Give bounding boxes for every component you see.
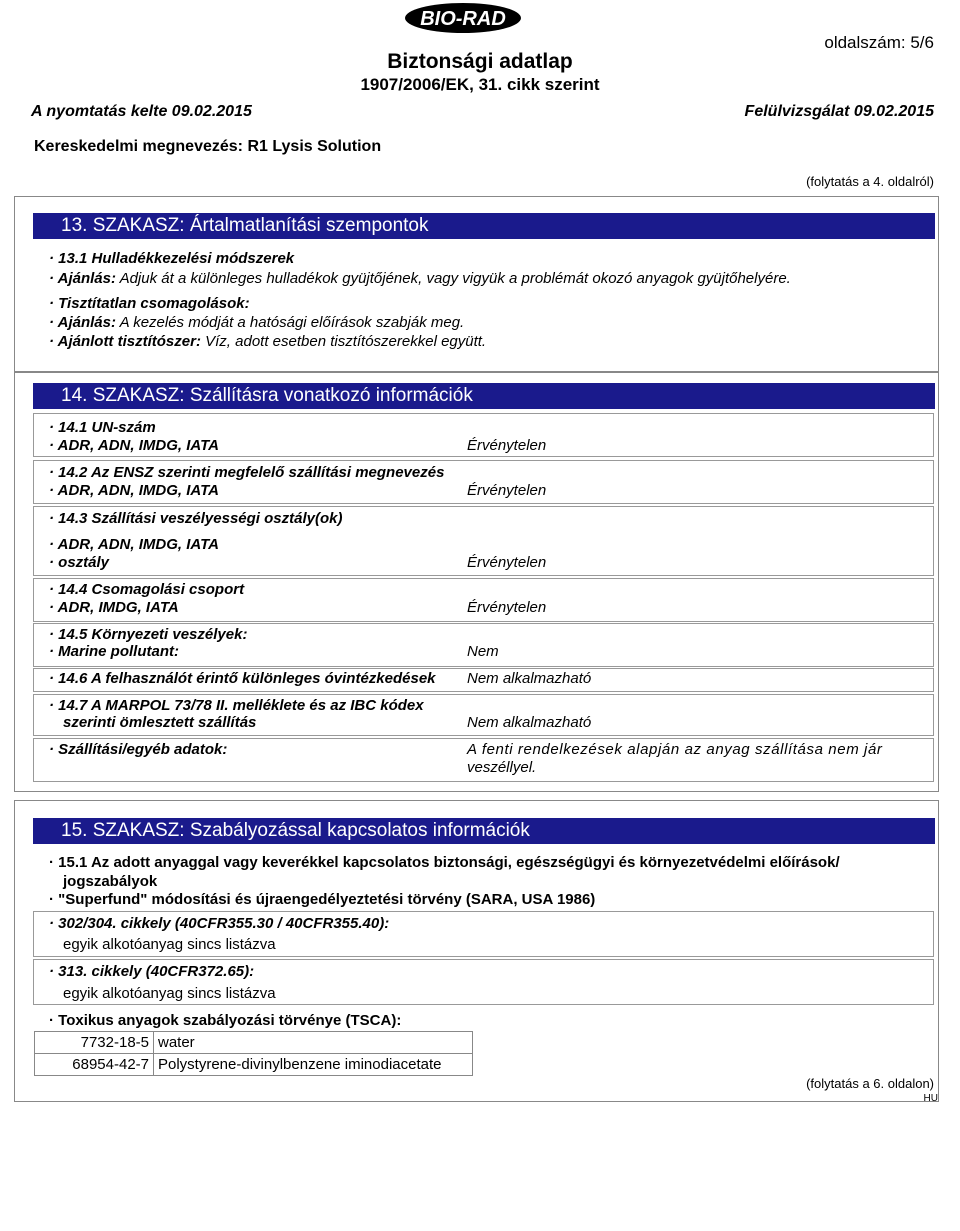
s14-other-label: · Szállítási/egyéb adatok:	[49, 741, 228, 758]
s15-302-value: egyik alkotóanyag sincs listázva	[63, 936, 276, 953]
s14-2-label: · ADR, ADN, IMDG, IATA	[49, 482, 219, 499]
substance-name: Polystyrene-divinylbenzene iminodiacetate	[154, 1054, 473, 1076]
s14-3-class-label: · osztály	[49, 554, 110, 571]
cas-number: 7732-18-5	[35, 1032, 154, 1054]
s14-6-value: Nem alkalmazható	[467, 670, 592, 687]
s14-5-heading: · 14.5 Környezeti veszélyek:	[49, 626, 248, 643]
document-title: Biztonsági adatlap	[387, 50, 573, 73]
s14-3-heading: · 14.3 Szállítási veszélyességi osztály(ok)	[49, 510, 343, 527]
s14-7-heading: · 14.7 A MARPOL 73/78 II. melléklete és az IBC kódex	[49, 697, 424, 714]
s15-1-heading-cont: jogszabályok	[63, 873, 158, 890]
s13-recommendation: · Ajánlás: Adjuk át a különleges hulladékok gyüjtőjének, vagy vigyük a problémát okozó anyagok gyüjtőhelyére.	[49, 270, 791, 287]
trade-name: Kereskedelmi megnevezés: R1 Lysis Solution	[34, 138, 382, 155]
s14-other-value: A fenti rendelkezések alapján az anyag szállítása nem jár	[467, 741, 883, 758]
s15-313-value: egyik alkotóanyag sincs listázva	[63, 985, 276, 1002]
bio-rad-logo	[404, 2, 522, 34]
substance-name: water	[154, 1032, 473, 1054]
page-number: oldalszám: 5/6	[824, 33, 934, 52]
s14-7-heading-cont: szerinti ömlesztett szállítás	[63, 714, 257, 731]
section-14-title: 14. SZAKASZ: Szállításra vonatkozó információk	[33, 383, 935, 409]
s14-7-value: Nem alkalmazható	[467, 714, 592, 731]
section-13-box	[14, 196, 939, 372]
s14-6-heading: · 14.6 A felhasználót érintő különleges óvintézkedések	[49, 670, 436, 687]
s14-2-heading: · 14.2 Az ENSZ szerinti megfelelő szállítási megnevezés	[49, 464, 445, 481]
revision-date: Felülvizsgálat 09.02.2015	[744, 103, 934, 120]
s14-4-value: Érvénytelen	[467, 599, 547, 616]
table-row	[35, 1054, 473, 1076]
cas-number: 68954-42-7	[35, 1054, 154, 1076]
s15-313-heading: · 313. cikkely (40CFR372.65):	[49, 963, 255, 980]
continued-from: (folytatás a 4. oldalról)	[806, 174, 934, 189]
svg-text:BIO-RAD: BIO-RAD	[420, 8, 506, 30]
s14-other-value-cont: veszéllyel.	[467, 759, 537, 776]
s14-3-value: Érvénytelen	[467, 554, 547, 571]
s14-3-label: · ADR, ADN, IMDG, IATA	[49, 536, 219, 553]
section-15-title: 15. SZAKASZ: Szabályozással kapcsolatos információk	[33, 818, 935, 844]
s14-4-heading: · 14.4 Csomagolási csoport	[49, 581, 245, 598]
s13-packaging-recommendation: · Ajánlás: A kezelés módját a hatósági előírások szabják meg.	[49, 314, 465, 331]
s15-sara: · "Superfund" módosítási és újraengedélyeztetési törvény (SARA, USA 1986)	[49, 891, 596, 908]
s14-4-label: · ADR, IMDG, IATA	[49, 599, 179, 616]
s15-302-heading: · 302/304. cikkely (40CFR355.30 / 40CFR355.40):	[49, 915, 390, 932]
s13-cleaning-agent: · Ajánlott tisztítószer: Víz, adott esetben tisztítószerekkel együtt.	[49, 333, 487, 350]
section-13-title: 13. SZAKASZ: Ártalmatlanítási szempontok	[33, 213, 935, 239]
s14-5-value: Nem	[467, 643, 499, 660]
s15-1-heading: · 15.1 Az adott anyaggal vagy keverékkel kapcsolatos biztonsági, egészségügyi és környezetvédelmi előírások/	[49, 854, 840, 871]
s15-tsca-heading: · Toxikus anyagok szabályozási törvénye (TSCA):	[49, 1012, 402, 1029]
language-code: HU	[923, 1093, 938, 1104]
s14-5-label: · Marine pollutant:	[49, 643, 179, 660]
table-row	[35, 1032, 473, 1054]
s14-2-value: Érvénytelen	[467, 482, 547, 499]
s13-uncleaned-packaging: · Tisztítatlan csomagolások:	[49, 295, 250, 312]
regulation-reference: 1907/2006/EK, 31. cikk szerint	[360, 75, 600, 94]
s13-method-heading: · 13.1 Hulladékkezelési módszerek	[49, 250, 295, 267]
tsca-table	[34, 1031, 473, 1076]
s14-1-value: Érvénytelen	[467, 437, 547, 454]
s14-1-heading: · 14.1 UN-szám	[49, 419, 156, 436]
print-date: A nyomtatás kelte 09.02.2015	[31, 103, 252, 120]
continued-to: (folytatás a 6. oldalon)	[806, 1076, 934, 1091]
s14-1-label: · ADR, ADN, IMDG, IATA	[49, 437, 219, 454]
